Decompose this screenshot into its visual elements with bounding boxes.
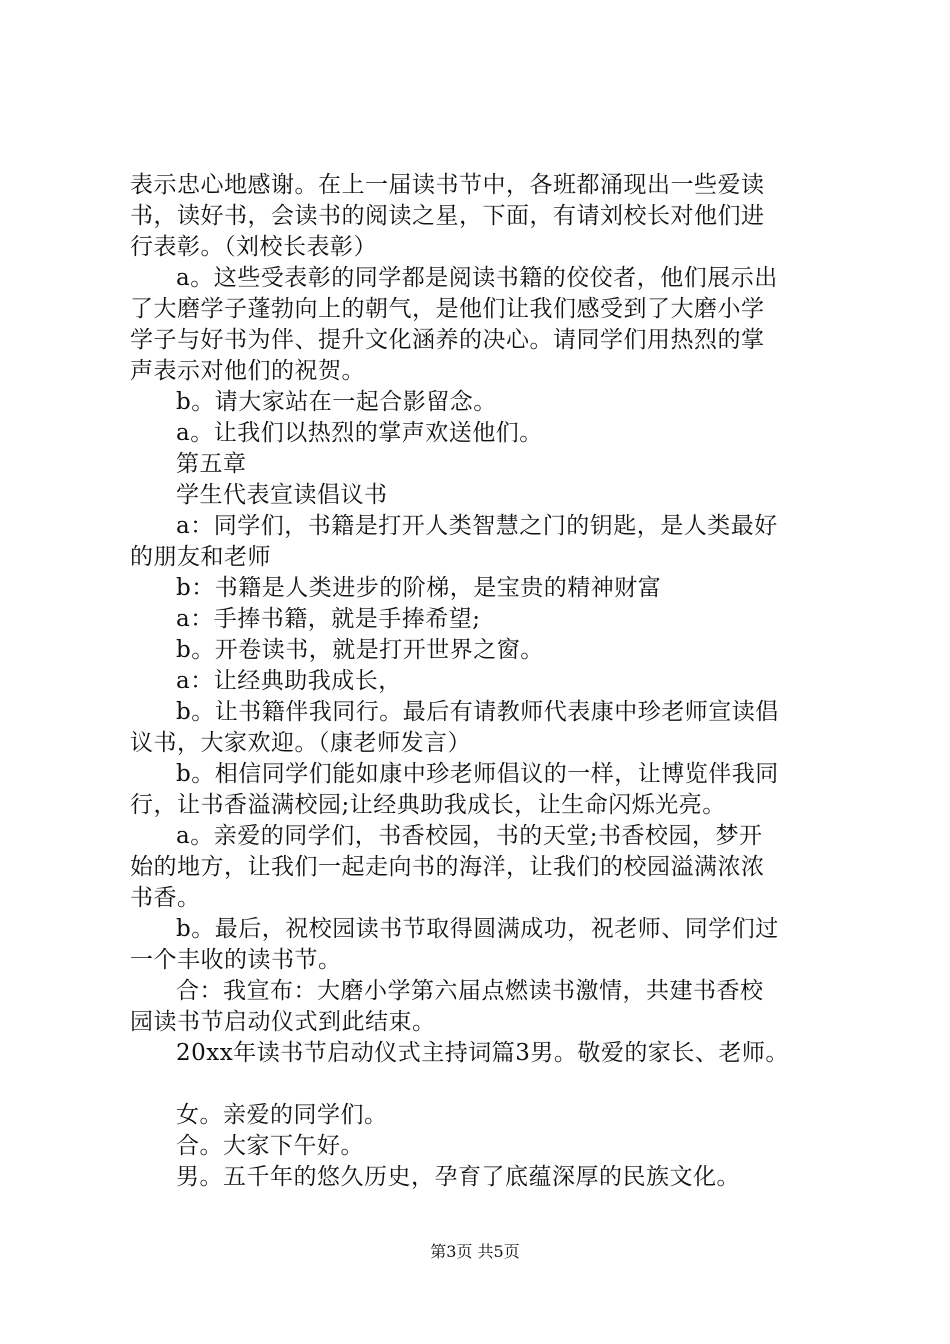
text-line: a：让经典助我成长， bbox=[176, 668, 402, 694]
text-line: b。最后，祝校园读书节取得圆满成功，祝老师、同学们过 bbox=[176, 916, 779, 942]
text-line: 议书，大家欢迎。（康老师发言） bbox=[130, 730, 471, 756]
text-line: 表示忠心地感谢。在上一届读书节中，各班都涌现出一些爱读 bbox=[130, 172, 765, 198]
text-line: 声表示对他们的祝贺。 bbox=[130, 358, 365, 384]
text-line: a。这些受表彰的同学都是阅读书籍的佼佼者，他们展示出 bbox=[176, 265, 778, 291]
text-line: b。相信同学们能如康中珍老师倡议的一样，让博览伴我同 bbox=[176, 761, 779, 787]
page-footer bbox=[0, 1242, 950, 1262]
text-line: 第五章 bbox=[176, 451, 247, 477]
text-line: 园读书节启动仪式到此结束。 bbox=[130, 1009, 436, 1035]
text-line: 学子与好书为伴、提升文化涵养的决心。请同学们用热烈的掌 bbox=[130, 327, 765, 353]
text-line: a：同学们，书籍是打开人类智慧之门的钥匙，是人类最好 bbox=[176, 513, 778, 539]
text-line: a：手捧书籍，就是手捧希望; bbox=[176, 606, 481, 632]
blank-line bbox=[130, 1069, 842, 1100]
text-line: 合。大家下午好。 bbox=[176, 1133, 364, 1159]
text-line: b：书籍是人类进步的阶梯，是宝贵的精神财富 bbox=[176, 575, 662, 601]
text-line: 学生代表宣读倡议书 bbox=[176, 482, 388, 508]
text-line: b。让书籍伴我同行。最后有请教师代表康中珍老师宣读倡 bbox=[176, 699, 779, 725]
text-line: 了大磨学子蓬勃向上的朝气，是他们让我们感受到了大磨小学 bbox=[130, 296, 765, 322]
page-number-label: 第3页 共5页 bbox=[430, 1242, 520, 1261]
text-line: 合：我宣布：大磨小学第六届点燃读书激情，共建书香校 bbox=[176, 978, 764, 1004]
text-line: 20xx年读书节启动仪式主持词篇3男。敬爱的家长、老师。 bbox=[176, 1040, 789, 1066]
text-line: 书香。 bbox=[130, 885, 201, 911]
text-line: b。请大家站在一起合影留念。 bbox=[176, 389, 497, 415]
text-line: 始的地方，让我们一起走向书的海洋，让我们的校园溢满浓浓 bbox=[130, 854, 765, 880]
text-line: 书，读好书，会读书的阅读之星，下面，有请刘校长对他们进 bbox=[130, 203, 765, 229]
text-line: 行，让书香溢满校园;让经典助我成长，让生命闪烁光亮。 bbox=[130, 792, 726, 818]
text-line: a。亲爱的同学们，书香校园，书的天堂;书香校园，梦开 bbox=[176, 823, 763, 849]
text-line: b。开卷读书，就是打开世界之窗。 bbox=[176, 637, 544, 663]
text-line: 行表彰。（刘校长表彰） bbox=[130, 234, 377, 260]
text-line: a。让我们以热烈的掌声欢送他们。 bbox=[176, 420, 543, 446]
document-body bbox=[130, 170, 842, 1193]
text-line: 的朋友和老师 bbox=[130, 544, 271, 570]
text-line: 男。五千年的悠久历史，孕育了底蕴深厚的民族文化。 bbox=[176, 1164, 740, 1190]
text-line: 女。亲爱的同学们。 bbox=[176, 1102, 388, 1128]
text-line: 一个丰收的读书节。 bbox=[130, 947, 342, 973]
